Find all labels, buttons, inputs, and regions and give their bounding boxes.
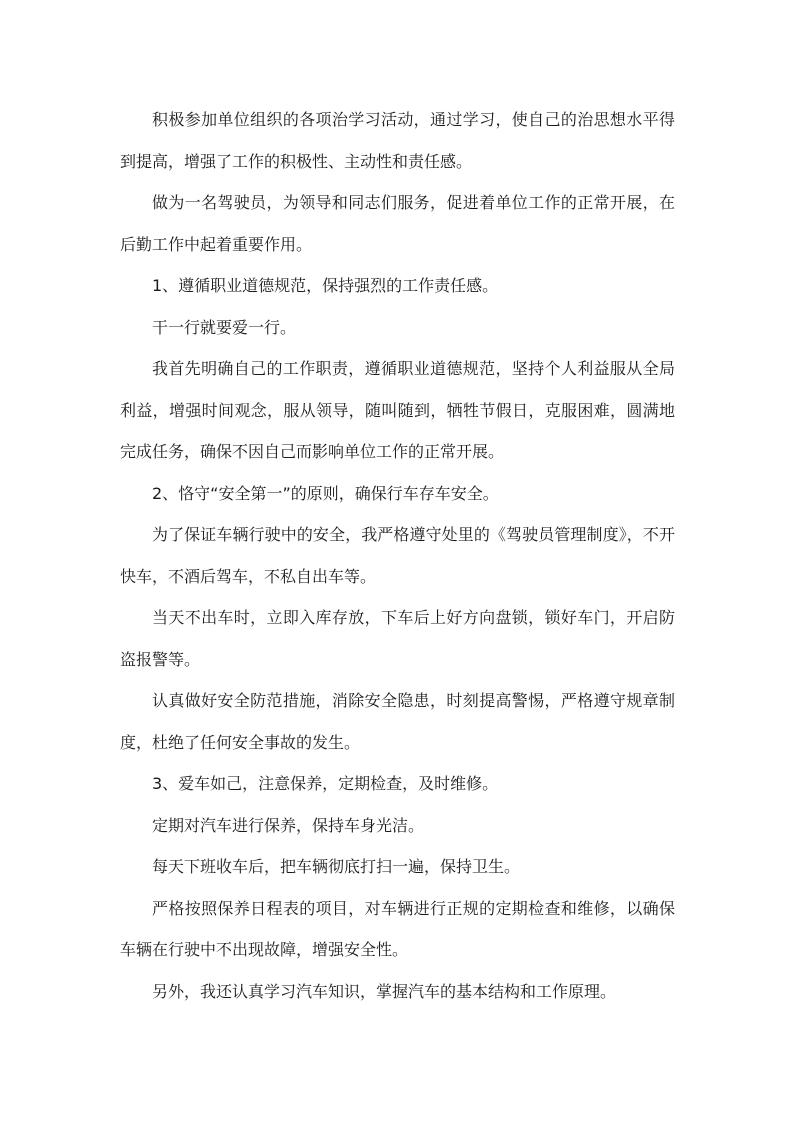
paragraph-duties: 我首先明确自己的工作职责，遵循职业道德规范，坚持个人利益服从全局利益，增强时间观念，服从领导，随叫随到，牺牲节假日，克服困难，圆满地完成任务，确保不因自己而影响单位工作的正常开展。 bbox=[120, 359, 675, 461]
paragraph-heading-1: 1、遵循职业道德规范，保持强烈的工作责任感。 bbox=[152, 276, 499, 295]
paragraph-inspection: 严格按照保养日程表的项目，对车辆进行正规的定期检查和维修，以确保车辆在行驶中不出现故障，增强安全性。 bbox=[120, 898, 675, 959]
paragraph-love-job: 干一行就要爱一行。 bbox=[152, 317, 297, 337]
paragraph-driver-role: 做为一名驾驶员，为领导和同志们服务，促进着单位工作的正常开展，在后勤工作中起着重要作用。 bbox=[120, 193, 675, 254]
paragraph-study-activities: 积极参加单位组织的各项治学习活动，通过学习，使自己的治思想水平得到提高，增强了工作的积极性、主动性和责任感。 bbox=[120, 110, 675, 171]
paragraph-heading-3: 3、爱车如己，注意保养，定期检查，及时维修。 bbox=[152, 774, 499, 793]
paragraph-maintenance: 定期对汽车进行保养，保持车身光洁。 bbox=[152, 815, 425, 835]
paragraph-heading-2: 2、恪守“安全第一”的原则，确保行车存车安全。 bbox=[152, 483, 499, 503]
document-body bbox=[120, 99, 675, 1012]
paragraph-parking: 当天不出车时，立即入库存放，下车后上好方向盘锁，锁好车门，开启防盗报警等。 bbox=[120, 608, 675, 669]
paragraph-cleaning: 每天下班收车后，把车辆彻底打扫一遍，保持卫生。 bbox=[152, 857, 521, 876]
paragraph-driving-safety: 为了保证车辆行驶中的安全，我严格遵守处里的《驾驶员管理制度》，不开快车，不酒后驾车，不私自出车等。 bbox=[120, 525, 675, 586]
paragraph-safety-measures: 认真做好安全防范措施，消除安全隐患，时刻提高警惕，严格遵守规章制度，杜绝了任何安全事故的发生。 bbox=[120, 691, 675, 752]
paragraph-car-knowledge: 另外，我还认真学习汽车知识，掌握汽车的基本结构和工作原理。 bbox=[152, 981, 617, 1001]
